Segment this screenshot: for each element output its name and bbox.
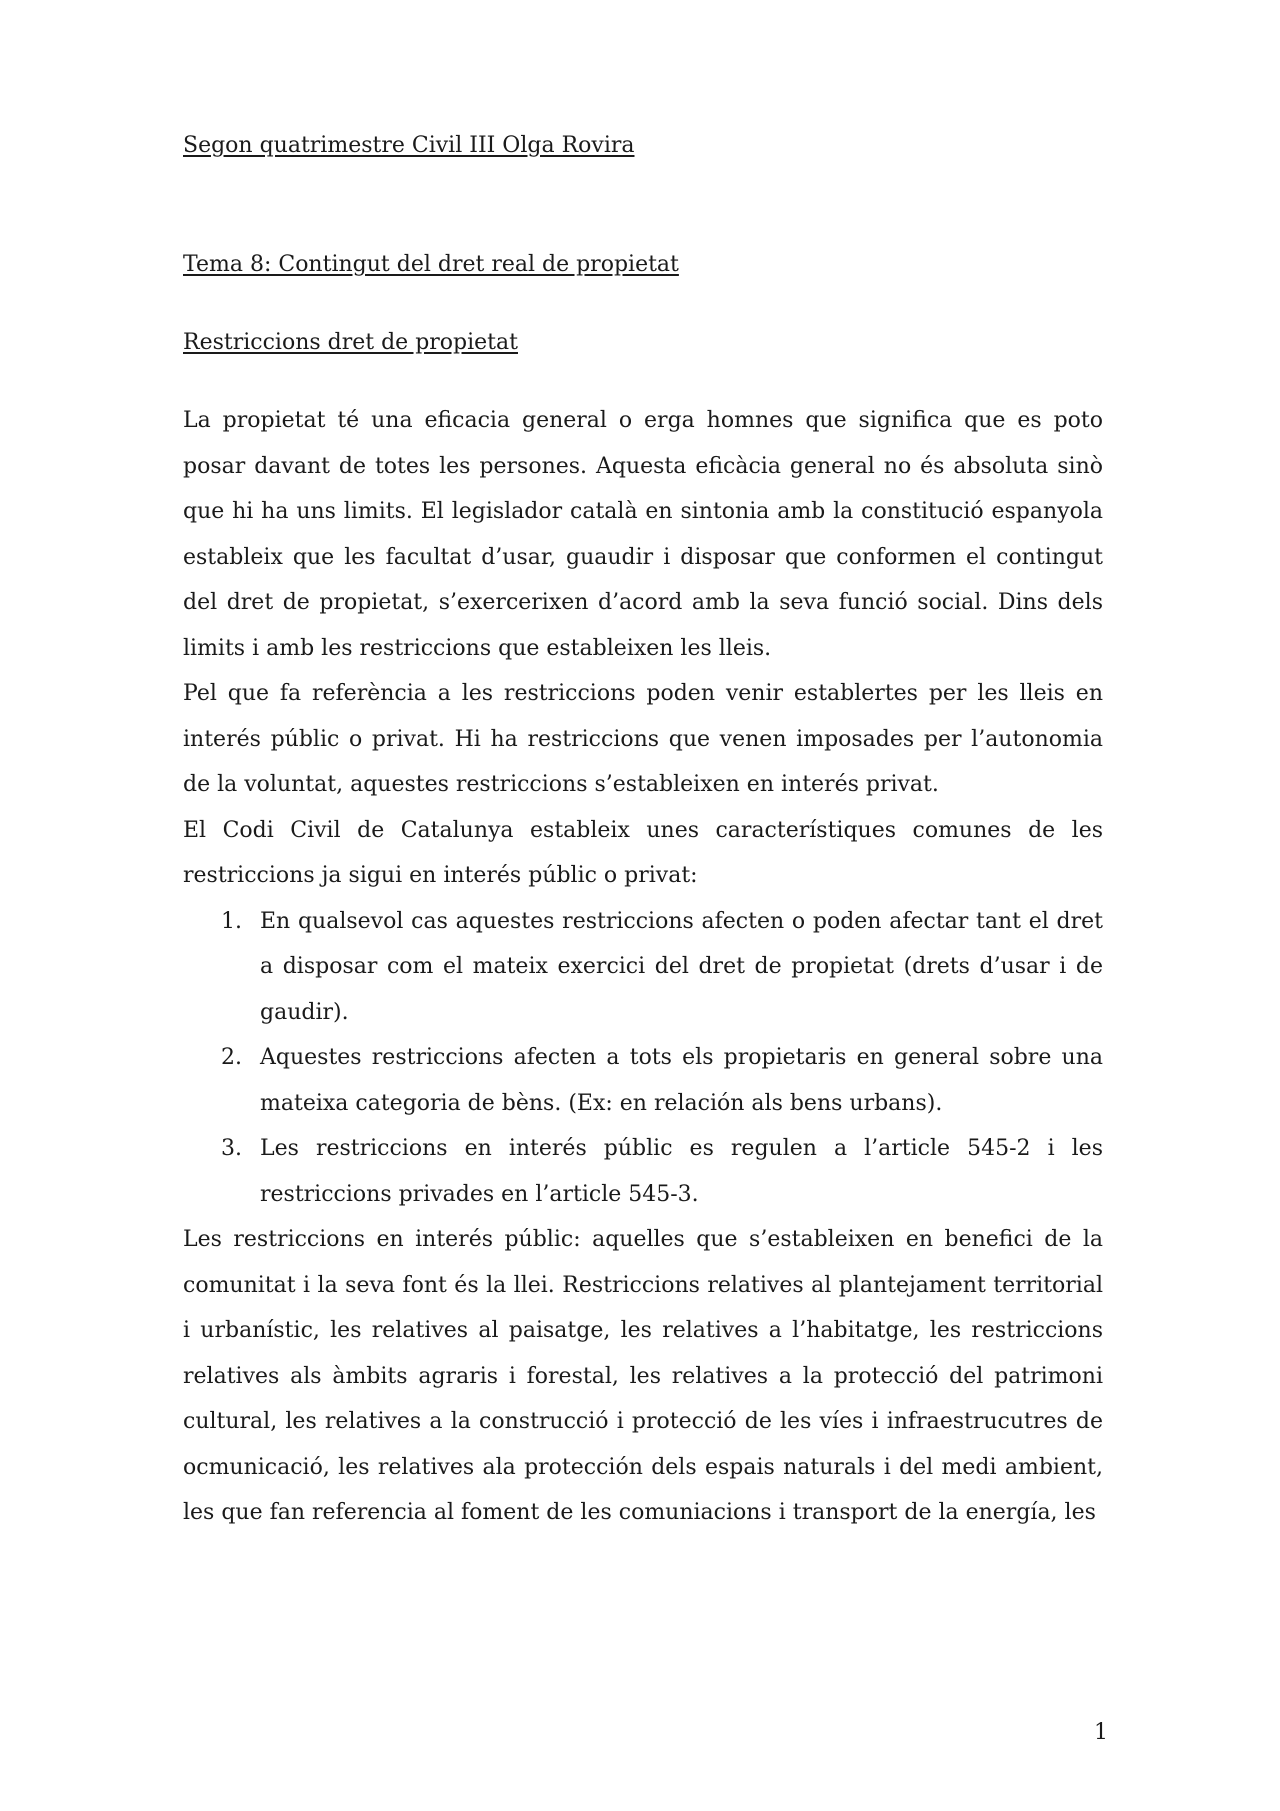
document-header-line: Segon quatrimestre Civil III Olga Rovira bbox=[183, 133, 635, 158]
list-item bbox=[183, 1035, 1103, 1126]
section-title: Restriccions dret de propietat bbox=[183, 330, 518, 355]
list-item-text: Les restriccions en interés públic es regulen a l’article 545-2 i les restriccions privades en l’article 545-3. bbox=[260, 1136, 1103, 1207]
paragraph-restrictions-origin: Pel que fa referència a les restriccions poden venir establertes per les lleis en interés públic o privat. Hi ha restriccions que venen imposades per l’autonomia de la voluntat, aquestes restriccions s’estableixen en interés privat. bbox=[183, 681, 1103, 797]
list-item-number: 3. bbox=[221, 1136, 242, 1161]
list-item-text: Aquestes restriccions afecten a tots els propietaris en general sobre una mateixa categoria de bèns. (Ex: en relación als bens urbans). bbox=[260, 1045, 1103, 1116]
paragraph-common-features: El Codi Civil de Catalunya estableix unes característiques comunes de les restriccions ja sigui en interés públic o privat: bbox=[183, 817, 1103, 888]
list-item bbox=[183, 1126, 1103, 1217]
list-item-number: 1. bbox=[221, 908, 242, 934]
topic-title: Tema 8: Contingut del dret real de propietat bbox=[183, 252, 679, 277]
list-item-text: En qualsevol cas aquestes restriccions afecten o poden afectar tant el dret a disposar com el mateix exercici del dret de propietat (drets d’usar i de gaudir). bbox=[260, 908, 1103, 1025]
paragraph-public-interest: Les restriccions en interés públic: aquelles que s’estableixen en benefici de la comunitat i la seva font és la llei. Restriccions relatives al plantejament territorial i urbanístic, les relatives al paisatge, les relatives a l’habitatge, les restriccions relatives als àmbits agraris i forestal, les relatives a la protecció del patrimoni cultural, les relatives a la construcció i protecció de les víes i infraestrucutres de ocmunicació, les relatives ala protección dels espais naturals i del medi ambient, les que fan referencia al foment de les comuniacions i transport de la energía, les bbox=[183, 1227, 1103, 1525]
list-item bbox=[183, 899, 1103, 1036]
numbered-list bbox=[183, 899, 1103, 1218]
page-number: 1 bbox=[1094, 1720, 1108, 1745]
body-text bbox=[183, 398, 1103, 1536]
list-item-number: 2. bbox=[221, 1045, 242, 1070]
paragraph-intro: La propietat té una eficacia general o erga homnes que significa que es poto posar davant de totes les persones. Aquesta eficàcia general no és absoluta sinò que hi ha uns limits. El legislador català en sintonia amb la constitució espanyola estableix que les facultat d’usar, guaudir i disposar que conformen el contingut del dret de propietat, s’exercerixen d’acord amb la seva funció social. Dins dels limits i amb les restriccions que estableixen les lleis. bbox=[183, 408, 1103, 661]
